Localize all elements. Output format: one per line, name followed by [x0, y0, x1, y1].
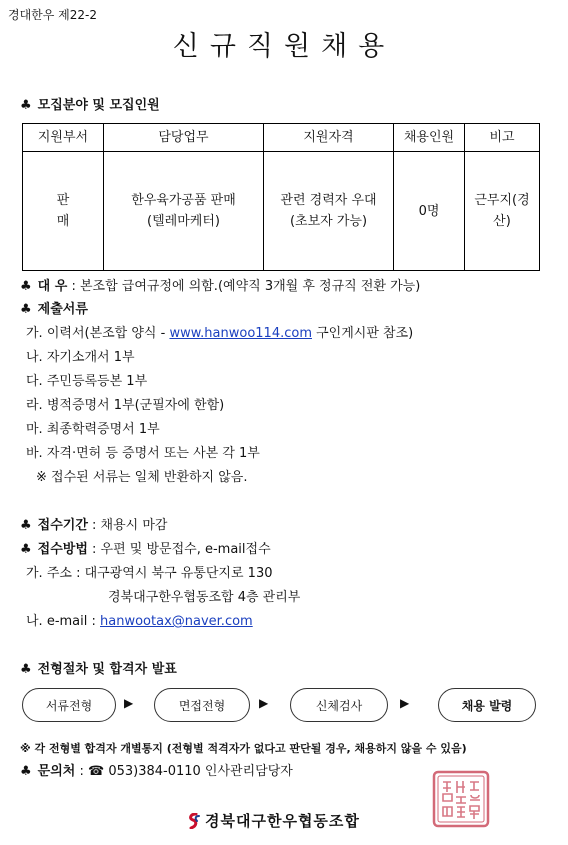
step-document-screening: 서류전형 — [22, 688, 116, 722]
header-duty: 담당업무 — [104, 124, 264, 152]
cell-qual-line1: 관련 경력자 우대 — [280, 193, 377, 208]
email-link[interactable]: hanwootax@naver.com — [100, 614, 253, 629]
cooperative-logo-icon — [186, 813, 202, 829]
doc-item-resume — [26, 322, 413, 341]
header-dept: 지원부서 — [23, 124, 104, 152]
address-line1: 가. 주소 : 대구광역시 북구 유통단지로 130 — [26, 566, 273, 581]
header-count: 채용인원 — [394, 124, 465, 152]
period-text: : 채용시 마감 — [92, 518, 168, 533]
period-label: 접수기간 — [37, 518, 88, 533]
club-icon: ♣ — [20, 764, 32, 779]
document-number: 경대한우 제22-2 — [8, 8, 98, 22]
table-row — [23, 152, 540, 271]
arrow-icon: ▶ — [259, 696, 269, 710]
doc-item-self-intro: 나. 자기소개서 1부 — [26, 350, 135, 365]
pay-line — [20, 275, 420, 294]
step-interview: 면접전형 — [154, 688, 250, 722]
club-icon: ♣ — [20, 662, 32, 677]
doc-item-resident-copy: 다. 주민등록등본 1부 — [26, 374, 148, 389]
issuer-footer — [186, 810, 360, 831]
pay-text: : 본조합 급여규정에 의함.(예약직 3개월 후 정규직 전환 가능) — [71, 279, 421, 294]
process-note: ※ 각 전형별 합격자 개별통지 (전형별 적격자가 없다고 판단될 경우, 채용하지 않을 수 있음) — [20, 742, 467, 755]
cell-duty-line1: 한우육가공품 판매 — [131, 193, 236, 208]
doc-item-license: 바. 자격·면허 등 증명서 또는 사본 각 1부 — [26, 446, 260, 461]
doc-item-education: 마. 최종학력증명서 1부 — [26, 422, 160, 437]
doc-notice: ※ 접수된 서류는 일체 반환하지 않음. — [36, 470, 248, 485]
club-icon: ♣ — [20, 98, 32, 113]
section-recruit-label: 모집분야 및 모집인원 — [37, 98, 160, 113]
arrow-icon: ▶ — [400, 696, 410, 710]
table-header-row — [23, 124, 540, 152]
contact-text: : ☎ 053)384-0110 인사관리담당자 — [79, 764, 293, 779]
doc-item-resume-prefix: 가. 이력서(본조합 양식 - — [26, 326, 170, 341]
step-appointment: 채용 발령 — [438, 688, 536, 722]
period-line — [20, 514, 167, 533]
cell-duty-line2: (텔레마케터) — [147, 214, 220, 229]
recruit-table — [22, 123, 540, 271]
cell-duty — [104, 152, 264, 271]
website-link[interactable]: www.hanwoo114.com — [169, 326, 312, 341]
header-note: 비고 — [465, 124, 540, 152]
email-line — [26, 610, 253, 629]
method-line — [20, 538, 271, 557]
email-prefix: 나. e-mail : — [26, 614, 101, 629]
cell-count: 0명 — [394, 152, 465, 271]
section-process — [20, 658, 177, 677]
doc-item-military: 라. 병적증명서 1부(군필자에 한함) — [26, 398, 225, 413]
method-label: 접수방법 — [37, 542, 88, 557]
contact-label: 문의처 — [37, 764, 76, 779]
page-title: 신규직원채용 — [172, 31, 396, 62]
section-process-label: 전형절차 및 합격자 발표 — [37, 662, 177, 677]
club-icon: ♣ — [20, 542, 32, 557]
contact-line — [20, 760, 293, 779]
method-text: : 우편 및 방문접수, e-mail접수 — [92, 542, 271, 557]
step-physical-exam: 신체검사 — [290, 688, 388, 722]
pay-label: 대 우 — [37, 279, 68, 294]
cell-dept: 판 매 — [23, 152, 104, 271]
doc-item-resume-suffix: 구인게시판 참조) — [311, 326, 414, 341]
arrow-icon: ▶ — [124, 696, 134, 710]
cell-qualification — [264, 152, 394, 271]
section-recruit — [20, 94, 160, 113]
address-line2: 경북대구한우협동조합 4층 관리부 — [108, 590, 301, 605]
header-qualification: 지원자격 — [264, 124, 394, 152]
cell-note: 근무지(경산) — [465, 152, 540, 271]
club-icon: ♣ — [20, 302, 32, 317]
issuer-name: 경북대구한우협동조합 — [205, 812, 360, 830]
section-docs — [20, 298, 88, 317]
official-seal-icon — [432, 770, 490, 828]
section-docs-label: 제출서류 — [37, 302, 88, 317]
cell-qual-line2: (초보자 가능) — [289, 214, 368, 229]
club-icon: ♣ — [20, 518, 32, 533]
club-icon: ♣ — [20, 279, 32, 294]
